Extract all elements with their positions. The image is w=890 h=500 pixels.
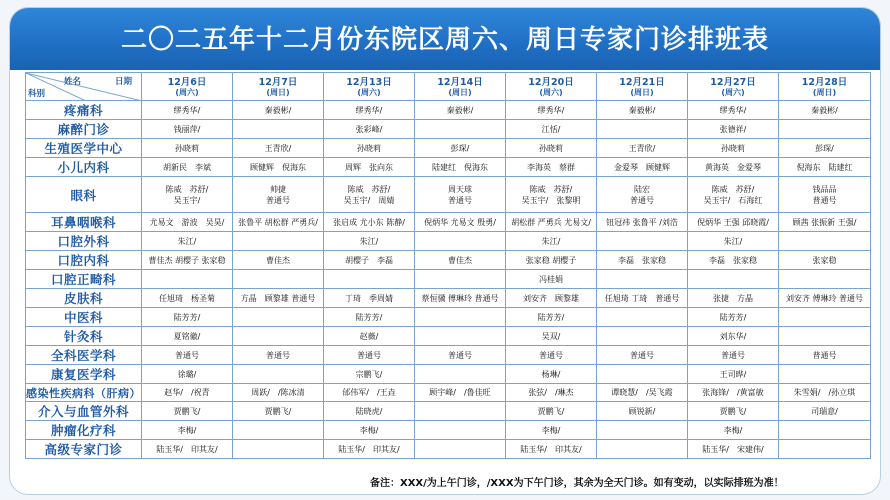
schedule-cell: 任旭琦 杨圣菊 <box>142 289 233 308</box>
schedule-cell: 顾宇峰/ /鲁佳旺 <box>415 384 506 402</box>
schedule-cell-line: 吴玉宇/ 张黎明 <box>521 195 581 205</box>
schedule-cell <box>415 270 506 289</box>
schedule-cell-line: 吴玉宇/ 周婧 <box>343 195 395 205</box>
schedule-cell: 陆晓虎/ <box>324 402 415 421</box>
schedule-cell: 陆玉华/ 印其友/ <box>324 440 415 459</box>
table-row <box>26 440 871 459</box>
schedule-cell <box>597 232 688 251</box>
schedule-cell: 曹佳杰 <box>415 251 506 270</box>
table-row <box>26 120 871 139</box>
weekday-label: (周六) <box>175 87 199 97</box>
schedule-cell: 杨琳/ <box>506 365 597 384</box>
schedule-cell: 李磊 张家稳 <box>688 251 779 270</box>
schedule-cell: 赵薇/ <box>324 327 415 346</box>
schedule-cell: 彭琛/ <box>779 139 871 158</box>
department-name: 全科医学科 <box>26 346 142 365</box>
schedule-cell: 朱雪娟/ /孙立琪 <box>779 384 871 402</box>
schedule-cell: 倪炳华 尤易文 殷勇/ <box>415 213 506 232</box>
schedule-cell: 朱江/ <box>142 232 233 251</box>
date-label: 12月7日 <box>258 76 298 88</box>
table-row <box>26 384 871 402</box>
schedule-cell <box>597 270 688 289</box>
schedule-cell <box>597 365 688 384</box>
schedule-cell <box>597 440 688 459</box>
schedule-cell: 周跃/ /陈冰清 <box>233 384 324 402</box>
schedule-cell <box>779 421 871 440</box>
schedule-cell-line: 吴玉宇/ <box>173 195 201 205</box>
schedule-cell: 张鲁平 胡松群 严勇兵/ <box>233 213 324 232</box>
date-label: 12月27日 <box>710 76 756 88</box>
schedule-cell <box>779 327 871 346</box>
schedule-cell: 陆玉华/ 宋建伟/ <box>688 440 779 459</box>
schedule-cell: 普通号 <box>597 346 688 365</box>
schedule-cell: 贾鹏飞/ <box>142 402 233 421</box>
schedule-cell-line: 帅捷 <box>270 184 286 194</box>
schedule-cell-line: 陆宏 <box>634 184 650 194</box>
schedule-cell <box>415 421 506 440</box>
department-name: 肿瘤化疗科 <box>26 421 142 440</box>
schedule-cell: 顾健辉 倪海东 <box>233 158 324 177</box>
schedule-cell: 曹佳杰 胡樱子 张家稳 <box>142 251 233 270</box>
schedule-cell: 朱江/ <box>506 232 597 251</box>
corner-header <box>26 73 142 101</box>
schedule-cell: 孙晓莉 <box>142 139 233 158</box>
schedule-cell <box>688 270 779 289</box>
schedule-cell-line: 陈威 苏舒/ <box>529 184 573 194</box>
weekday-label: (周日) <box>448 87 472 97</box>
schedule-cell: 贾鹏飞/ <box>233 402 324 421</box>
schedule-cell: 普通号 <box>324 346 415 365</box>
table-row <box>26 139 871 158</box>
schedule-cell: 普通号 <box>779 346 871 365</box>
schedule-cell: 张捷 方晶 <box>688 289 779 308</box>
schedule-cell: 陆芳芳/ <box>688 308 779 327</box>
schedule-cell: 贾鹏飞/ <box>688 402 779 421</box>
schedule-cell <box>597 327 688 346</box>
schedule-cell <box>597 177 688 213</box>
schedule-cell <box>233 440 324 459</box>
schedule-cell <box>415 327 506 346</box>
schedule-cell <box>415 365 506 384</box>
schedule-cell: 顾茜 张振新 王强/ <box>779 213 871 232</box>
department-name: 中医科 <box>26 308 142 327</box>
schedule-cell <box>324 270 415 289</box>
schedule-cell <box>688 177 779 213</box>
schedule-cell-line: 普通号 <box>630 195 654 205</box>
schedule-cell: 张彩峰/ <box>324 120 415 139</box>
schedule-cell: 彭琛/ <box>415 139 506 158</box>
schedule-cell: 张海锋/ /黄富敏 <box>688 384 779 402</box>
schedule-cell: 缪秀华/ <box>506 101 597 120</box>
schedule-cell: 钱丽萍/ <box>142 120 233 139</box>
schedule-cell: 李梅/ <box>506 421 597 440</box>
schedule-cell <box>597 421 688 440</box>
schedule-cell: 蔡恒骥 傅琳玲 普通号 <box>415 289 506 308</box>
schedule-cell: 普通号 <box>688 346 779 365</box>
schedule-cell <box>597 308 688 327</box>
schedule-cell <box>779 270 871 289</box>
schedule-cell: 李梅/ <box>688 421 779 440</box>
weekday-label: (周六) <box>721 87 745 97</box>
schedule-cell <box>415 177 506 213</box>
header-row <box>26 73 871 101</box>
table-row <box>26 327 871 346</box>
table-row <box>26 308 871 327</box>
schedule-cell: 刘东华/ <box>688 327 779 346</box>
department-name: 小儿内科 <box>26 158 142 177</box>
schedule-cell: 冯桂娟 <box>506 270 597 289</box>
schedule-cell: 缪秀华/ <box>688 101 779 120</box>
schedule-cell <box>415 440 506 459</box>
table-row <box>26 289 871 308</box>
table-row <box>26 270 871 289</box>
schedule-cell: 刘安齐 傅琳玲 普通号 <box>779 289 871 308</box>
schedule-cell <box>324 177 415 213</box>
schedule-cell-line: 陈威 苏舒/ <box>165 184 209 194</box>
table-row <box>26 213 871 232</box>
schedule-cell: 丁琦 季周婧 <box>324 289 415 308</box>
schedule-cell: 夏铭徽/ <box>142 327 233 346</box>
department-name: 高级专家门诊 <box>26 440 142 459</box>
department-name: 感染性疾病科（肝病） <box>26 384 142 402</box>
department-name: 麻醉门诊 <box>26 120 142 139</box>
schedule-cell: 秦毅彬/ <box>597 101 688 120</box>
schedule-cell <box>779 308 871 327</box>
schedule-cell: 陆芳芳/ <box>142 308 233 327</box>
schedule-cell: 普通号 <box>506 346 597 365</box>
schedule-cell: 普通号 <box>233 346 324 365</box>
schedule-cell: 孙晓莉 <box>506 139 597 158</box>
table-row <box>26 158 871 177</box>
schedule-table-wrap <box>25 72 870 459</box>
schedule-cell <box>506 177 597 213</box>
schedule-cell: 倪海东 陆建红 <box>779 158 871 177</box>
schedule-cell-line: 普通号 <box>448 195 472 205</box>
schedule-cell: 司瑞意/ <box>779 402 871 421</box>
schedule-cell: 徐璐/ <box>142 365 233 384</box>
schedule-cell: 贾鹏飞/ <box>506 402 597 421</box>
schedule-cell: 陆玉华/ 印其友/ <box>142 440 233 459</box>
schedule-body <box>26 101 871 459</box>
date-header <box>688 73 779 101</box>
title-banner <box>10 8 880 70</box>
table-row <box>26 346 871 365</box>
department-name: 口腔内科 <box>26 251 142 270</box>
schedule-cell: 缪秀华/ <box>142 101 233 120</box>
schedule-cell <box>779 232 871 251</box>
table-row <box>26 421 871 440</box>
schedule-cell: 陆建红 倪海东 <box>415 158 506 177</box>
department-name: 康复医学科 <box>26 365 142 384</box>
date-header <box>415 73 506 101</box>
schedule-cell <box>779 120 871 139</box>
corner-date-label: 日期 <box>115 77 133 87</box>
schedule-cell: 李海英 蔡群 <box>506 158 597 177</box>
schedule-cell: 吴双/ <box>506 327 597 346</box>
date-label: 12月13日 <box>346 76 392 88</box>
date-header <box>233 73 324 101</box>
schedule-cell <box>415 402 506 421</box>
schedule-cell: 尤易文 游波 吴昊/ <box>142 213 233 232</box>
schedule-cell: 孙晓莉 <box>324 139 415 158</box>
schedule-cell <box>597 120 688 139</box>
date-header <box>142 73 233 101</box>
weekday-label: (周六) <box>357 87 381 97</box>
schedule-cell: 陆芳芳/ <box>324 308 415 327</box>
department-name: 口腔外科 <box>26 232 142 251</box>
schedule-cell <box>233 365 324 384</box>
schedule-cell: 张弦/ /琳杰 <box>506 384 597 402</box>
footnote: 备注：XXX/为上午门诊，/XXX为下午门诊，其余为全天门诊。如有变动，以实际排班为准！ <box>370 478 784 489</box>
schedule-cell: 胡新民 李斌 <box>142 158 233 177</box>
department-name: 眼科 <box>26 177 142 213</box>
schedule-cell <box>233 421 324 440</box>
schedule-cell: 秦毅彬/ <box>779 101 871 120</box>
table-row <box>26 402 871 421</box>
schedule-cell: 李梅/ <box>142 421 233 440</box>
schedule-cell: 秦毅彬/ <box>233 101 324 120</box>
date-header <box>506 73 597 101</box>
schedule-cell: 顾锐新/ <box>597 402 688 421</box>
department-name: 针灸科 <box>26 327 142 346</box>
schedule-cell: 胡松群 严勇兵 尤易文/ <box>506 213 597 232</box>
schedule-cell: 孙晓莉 <box>688 139 779 158</box>
schedule-cell-line: 普通号 <box>812 195 837 205</box>
schedule-cell-line: 陈威 苏舒/ <box>347 184 391 194</box>
schedule-cell: 张德祥/ <box>688 120 779 139</box>
table-row <box>26 232 871 251</box>
schedule-cell: 赵华/ /祝青 <box>142 384 233 402</box>
schedule-cell: 邰伟军/ /王垚 <box>324 384 415 402</box>
schedule-cell: 李磊 张家稳 <box>597 251 688 270</box>
date-header <box>597 73 688 101</box>
department-name: 生殖医学中心 <box>26 139 142 158</box>
schedule-cell <box>415 232 506 251</box>
table-row <box>26 251 871 270</box>
schedule-cell: 张启成 尤小东 陈静/ <box>324 213 415 232</box>
department-name: 介入与血管外科 <box>26 402 142 421</box>
page-title: 二〇二五年十二月份东院区周六、周日专家门诊排班表 <box>120 25 769 55</box>
schedule-cell-line: 吴玉宇/ 石海红 <box>703 195 763 205</box>
schedule-cell: 方晶 顾黎雄 普通号 <box>233 289 324 308</box>
table-row <box>26 365 871 384</box>
date-header <box>324 73 415 101</box>
schedule-cell: 周辉 张向东 <box>324 158 415 177</box>
schedule-cell: 胡樱子 李磊 <box>324 251 415 270</box>
schedule-cell: 倪炳华 王强 邱晓霞/ <box>688 213 779 232</box>
schedule-cell: 江恬/ <box>506 120 597 139</box>
date-label: 12月28日 <box>801 76 848 88</box>
schedule-cell <box>779 177 871 213</box>
schedule-cell: 王司晔/ <box>688 365 779 384</box>
date-label: 12月21日 <box>619 76 665 88</box>
date-label: 12月20日 <box>528 76 574 88</box>
date-label: 12月14日 <box>437 76 483 88</box>
schedule-cell-line: 陈威 苏舒/ <box>711 184 755 194</box>
schedule-cell <box>779 440 871 459</box>
weekday-label: (周日) <box>630 87 654 97</box>
schedule-cell <box>415 308 506 327</box>
schedule-cell <box>233 232 324 251</box>
schedule-cell: 刘安齐 顾黎雄 <box>506 289 597 308</box>
schedule-cell <box>233 270 324 289</box>
schedule-cell: 宗鹏飞/ <box>324 365 415 384</box>
department-name: 口腔正畸科 <box>26 270 142 289</box>
schedule-cell <box>233 177 324 213</box>
schedule-cell: 秦毅彬/ <box>415 101 506 120</box>
department-name: 耳鼻咽喉科 <box>26 213 142 232</box>
schedule-cell-line: 周天球 <box>448 184 472 194</box>
table-row <box>26 177 871 213</box>
schedule-cell: 朱江/ <box>688 232 779 251</box>
schedule-cell: 王青欣/ <box>597 139 688 158</box>
schedule-cell: 任旭琦 丁琦 普通号 <box>597 289 688 308</box>
schedule-cell: 普通号 <box>415 346 506 365</box>
schedule-cell <box>415 120 506 139</box>
corner-name-label: 姓名 <box>64 77 82 87</box>
schedule-cell <box>779 365 871 384</box>
date-label: 12月6日 <box>167 76 207 88</box>
schedule-cell: 曹佳杰 <box>233 251 324 270</box>
department-name: 皮肤科 <box>26 289 142 308</box>
schedule-cell: 朱江/ <box>324 232 415 251</box>
schedule-cell: 张家稳 <box>779 251 871 270</box>
schedule-cell: 普通号 <box>142 346 233 365</box>
schedule-cell: 缪秀华/ <box>324 101 415 120</box>
weekday-label: (周日) <box>266 87 290 97</box>
department-name: 疼痛科 <box>26 101 142 120</box>
schedule-cell: 王青欣/ <box>233 139 324 158</box>
weekday-label: (周日) <box>812 87 837 97</box>
schedule-cell: 钮冠祎 张鲁平 /刘浩 <box>597 213 688 232</box>
weekday-label: (周六) <box>539 87 563 97</box>
schedule-table <box>25 72 871 459</box>
schedule-board <box>10 8 880 494</box>
table-row <box>26 101 871 120</box>
schedule-cell: 陆玉华/ 印其友/ <box>506 440 597 459</box>
schedule-cell: 张家稳 胡樱子 <box>506 251 597 270</box>
corner-dept-label: 科别 <box>28 89 46 99</box>
schedule-cell: 李梅/ <box>324 421 415 440</box>
schedule-cell-line: 钱品品 <box>812 184 837 194</box>
schedule-cell <box>233 327 324 346</box>
schedule-cell: 黄海英 金爱琴 <box>688 158 779 177</box>
schedule-cell <box>233 308 324 327</box>
schedule-cell-line: 普通号 <box>266 195 290 205</box>
date-header <box>779 73 871 101</box>
schedule-cell: 谭晓慧/ /吴飞霞 <box>597 384 688 402</box>
schedule-cell: 金爱琴 顾健辉 <box>597 158 688 177</box>
schedule-cell <box>142 270 233 289</box>
schedule-cell <box>233 120 324 139</box>
schedule-cell <box>142 177 233 213</box>
schedule-cell: 陆芳芳/ <box>506 308 597 327</box>
